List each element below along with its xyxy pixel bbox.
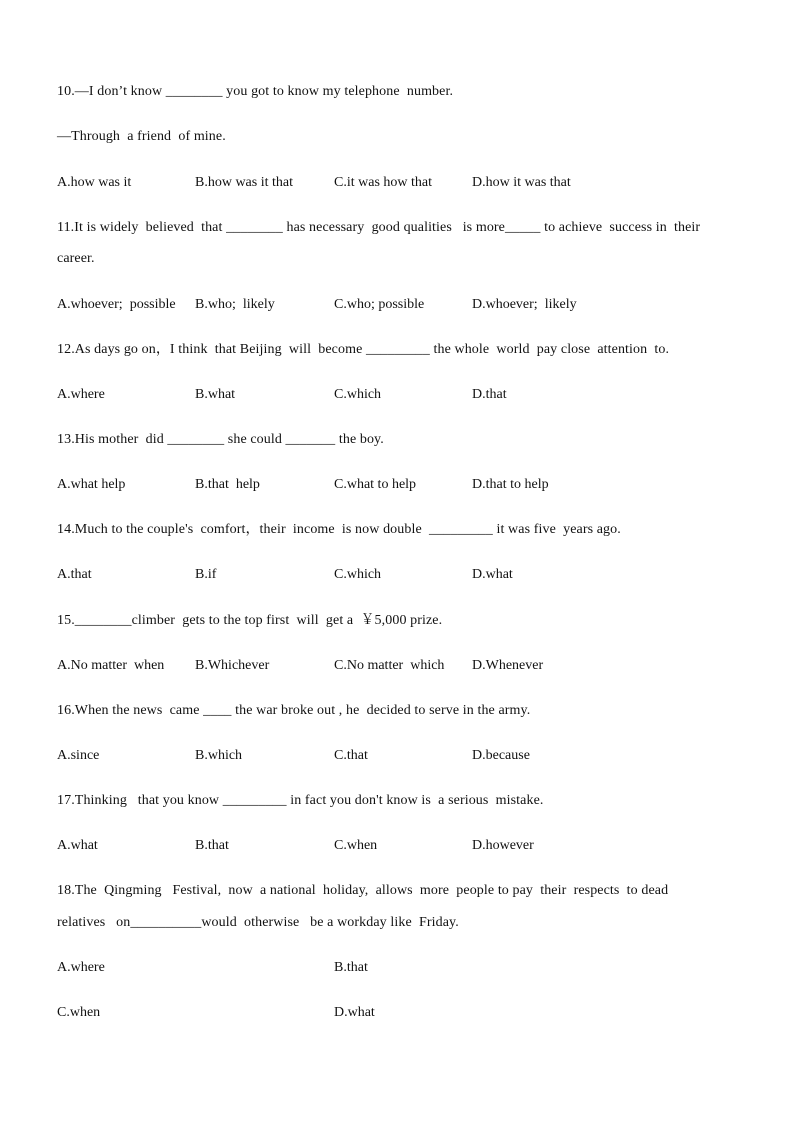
- question-18-stem-line-1: 18.The Qingming Festival, now a national holiday, allows more people to pay their respects to dead: [57, 883, 669, 898]
- question-14-option-b: B.if: [195, 567, 217, 582]
- question-12-option-a: A.where: [57, 387, 105, 402]
- question-17-option-b: B.that: [195, 838, 229, 853]
- question-12-option-c: C.which: [334, 387, 382, 402]
- question-13-option-d: D.that to help: [472, 477, 549, 492]
- question-10-option-d: D.how it was that: [472, 175, 571, 190]
- question-12-stem: 12.As days go on，I think that Beijing will become _________ the whole world pay close attention to.: [57, 342, 670, 357]
- question-10-stem: 10.—I don’t know ________ you got to know my telephone number.: [57, 84, 454, 99]
- question-15-option-b: B.Whichever: [195, 658, 270, 673]
- question-11-option-d: D.whoever; likely: [472, 297, 577, 312]
- question-10-option-a: A.how was it: [57, 175, 132, 190]
- question-16-option-b: B.which: [195, 748, 243, 763]
- question-14-stem: 14.Much to the couple's comfort，their income is now double _________ it was five years ago.: [57, 522, 621, 537]
- question-11-option-b: B.who; likely: [195, 297, 275, 312]
- question-13-stem: 13.His mother did ________ she could _______ the boy.: [57, 432, 384, 447]
- question-11-stem-line-1: 11.It is widely believed that ________ has necessary good qualities is more_____ to achieve success in their: [57, 220, 701, 235]
- question-13-option-a: A.what help: [57, 477, 126, 492]
- question-18-stem-line-2: relatives on__________would otherwise be a workday like Friday.: [57, 915, 459, 930]
- question-11-stem-line-2: career.: [57, 251, 95, 266]
- question-15-option-a: A.No matter when: [57, 658, 165, 673]
- question-17-option-c: C.when: [334, 838, 378, 853]
- question-18-option-a: A.where: [57, 960, 105, 975]
- question-13-option-b: B.that help: [195, 477, 260, 492]
- question-14-option-a: A.that: [57, 567, 92, 582]
- question-13-option-c: C.what to help: [334, 477, 417, 492]
- question-10-reply: —Through a friend of mine.: [57, 129, 226, 144]
- question-11-option-a: A.whoever; possible: [57, 297, 176, 312]
- question-15-option-c: C.No matter which: [334, 658, 445, 673]
- question-12-option-b: B.what: [195, 387, 236, 402]
- question-17-option-a: A.what: [57, 838, 98, 853]
- question-14-option-c: C.which: [334, 567, 382, 582]
- question-18-option-d: D.what: [334, 1005, 375, 1020]
- question-16-option-c: C.that: [334, 748, 368, 763]
- question-14-option-d: D.what: [472, 567, 513, 582]
- question-10-option-b: B.how was it that: [195, 175, 293, 190]
- question-15-stem: 15.________climber gets to the top first will get a ￥5,000 prize.: [57, 613, 443, 628]
- question-15-option-d: D.Whenever: [472, 658, 544, 673]
- question-12-option-d: D.that: [472, 387, 507, 402]
- question-16-option-a: A.since: [57, 748, 100, 763]
- question-16-stem: 16.When the news came ____ the war broke out , he decided to serve in the army.: [57, 703, 531, 718]
- question-10-option-c: C.it was how that: [334, 175, 432, 190]
- question-17-stem: 17.Thinking that you know _________ in fact you don't know is a serious mistake.: [57, 793, 544, 808]
- question-17-option-d: D.however: [472, 838, 534, 853]
- question-16-option-d: D.because: [472, 748, 530, 763]
- question-11-option-c: C.who; possible: [334, 297, 425, 312]
- question-18-option-b: B.that: [334, 960, 368, 975]
- question-18-option-c: C.when: [57, 1005, 101, 1020]
